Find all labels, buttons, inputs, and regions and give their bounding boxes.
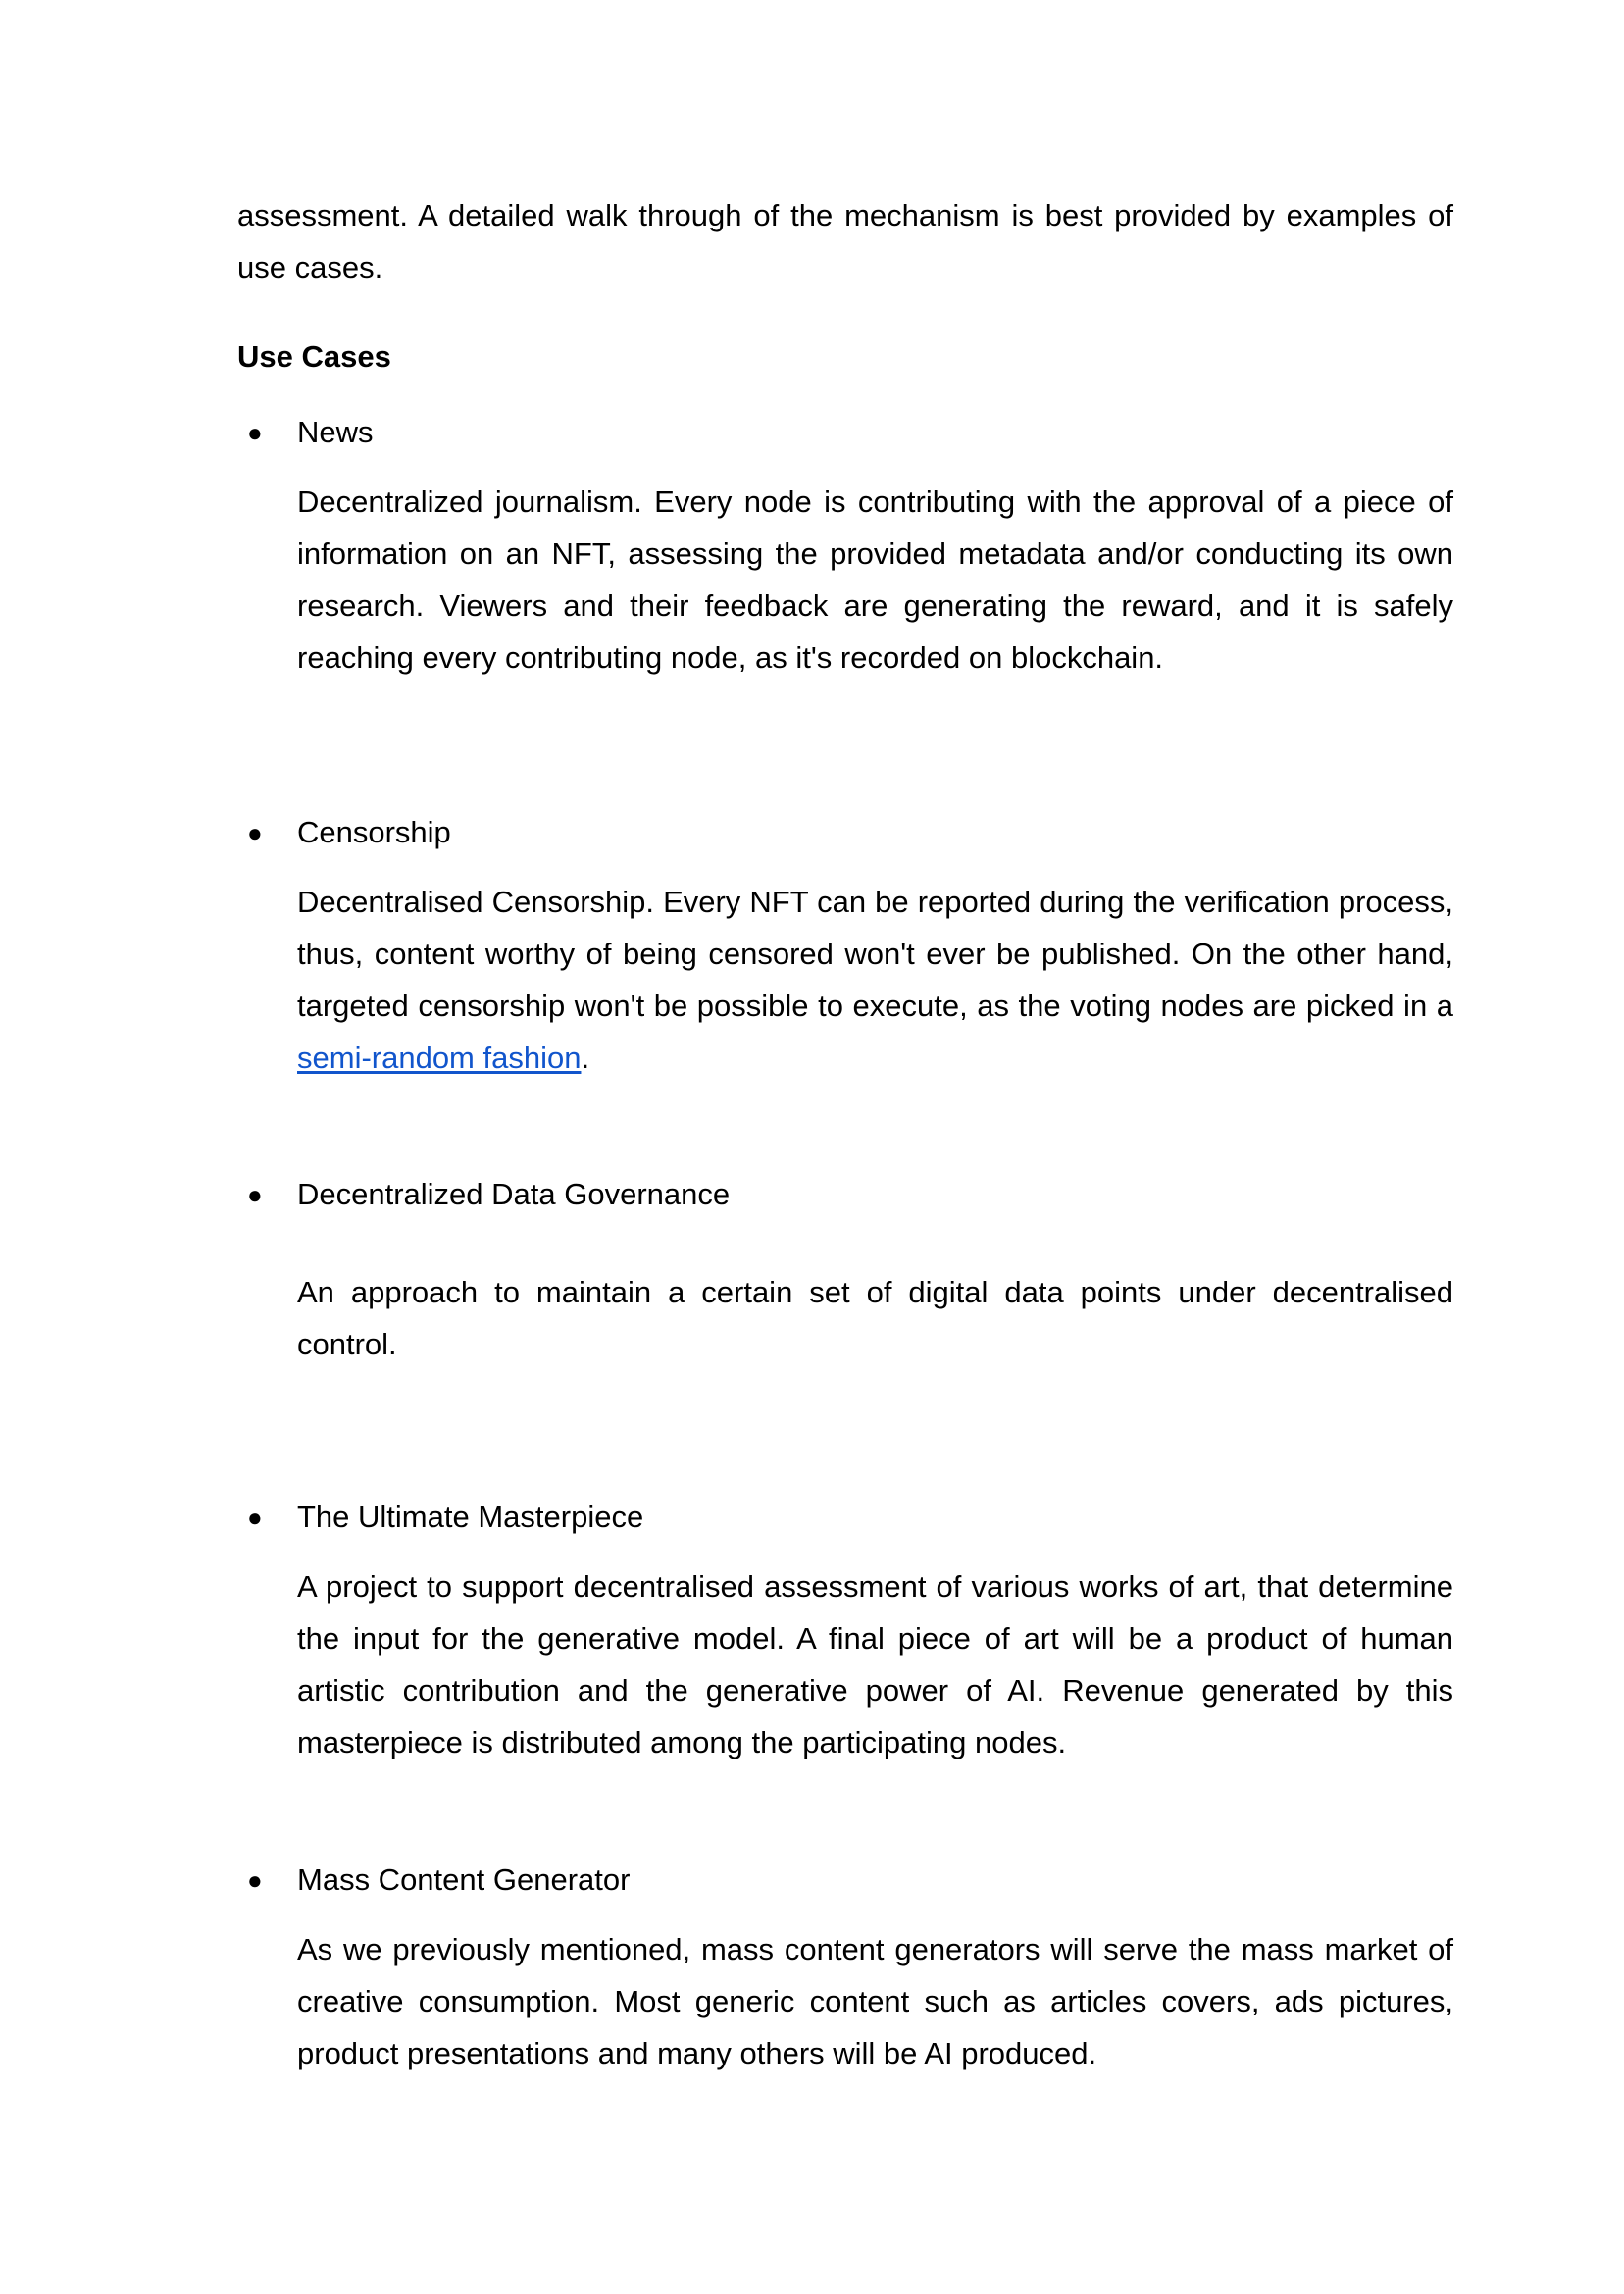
list-item-title: Decentralized Data Governance — [297, 1177, 731, 1211]
semi-random-fashion-link[interactable]: semi-random fashion — [297, 1041, 582, 1075]
list-item-title: News — [297, 415, 374, 449]
list-item-body: An approach to maintain a certain set of digital data points under decentralised control. — [297, 1275, 1453, 1361]
bullet-icon: ● — [247, 1503, 263, 1532]
list-item-body: A project to support decentralised assessment of various works of art, that determine the input for the generative model. A final piece of art will be a product of human artistic contribution and the generative power of AI. Revenue generated by this masterpiece is distributed among the participating nodes. — [297, 1569, 1453, 1759]
list-item-body — [297, 876, 1453, 1084]
bullet-icon: ● — [247, 1865, 263, 1895]
document-page — [237, 0, 1453, 2294]
intro-paragraph: assessment. A detailed walk through of the mechanism is best provided by examples of use cases. — [237, 198, 1453, 284]
section-heading-use-cases: Use Cases — [237, 339, 391, 374]
bullet-icon: ● — [247, 818, 263, 847]
list-item-title: Mass Content Generator — [297, 1862, 631, 1897]
list-item-body: Decentralized journalism. Every node is contributing with the approval of a piece of information on an NFT, assessing the provided metadata and/or conducting its own research. Viewers and their feedback are generating the reward, and it is safely reaching every contributing node, as it's recorded on blockchain. — [297, 484, 1453, 675]
list-item-title: The Ultimate Masterpiece — [297, 1500, 644, 1534]
list-item-body-text: Decentralised Censorship. Every NFT can be reported during the verification process, thus, content worthy of being censored won't ever be published. On the other hand, targeted censorship won't be possible to execute, as the voting nodes are picked in a — [297, 885, 1453, 1023]
list-item-title: Censorship — [297, 815, 451, 849]
bullet-icon: ● — [247, 418, 263, 447]
list-item-body: As we previously mentioned, mass content generators will serve the mass market of creative consumption. Most generic content such as articles covers, ads pictures, product presentations and many others will be AI produced. — [297, 1932, 1453, 2070]
bullet-icon: ● — [247, 1180, 263, 1209]
list-item-body-end: . — [581, 1041, 590, 1075]
